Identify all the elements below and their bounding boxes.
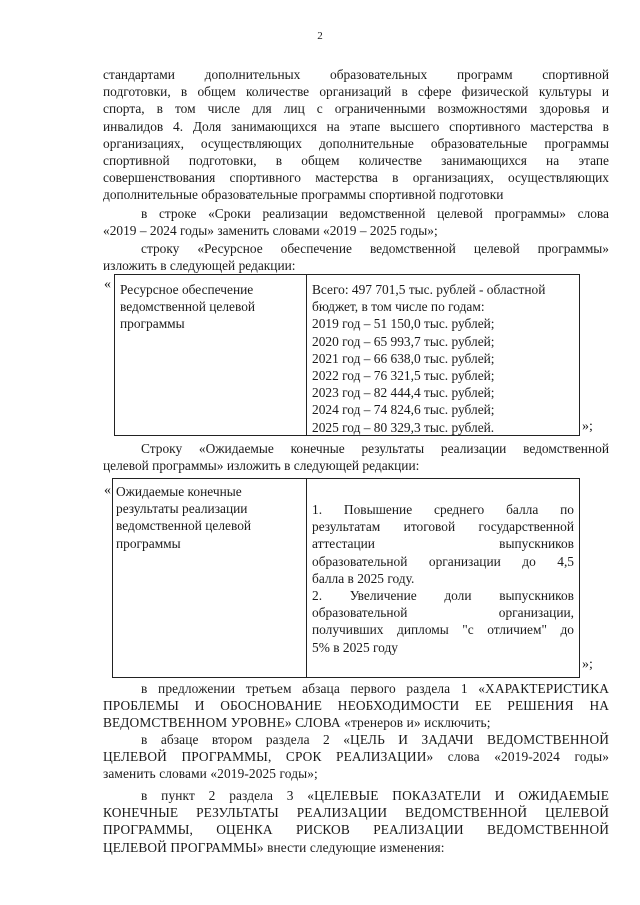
table2-close-quote: »;: [582, 657, 593, 672]
table-label-line: ведомственной целевой: [120, 299, 256, 315]
text-line: целевой программы» изложить в следующей редакции:: [103, 458, 420, 474]
results-table: [112, 478, 580, 678]
table-value-line: 2024 год – 74 824,6 тыс. рублей;: [312, 402, 495, 418]
text-line: КОНЕЧНЫЕ РЕЗУЛЬТАТЫ РЕАЛИЗАЦИИ ВЕДОМСТВЕННОЙ ЦЕЛЕВОЙ: [103, 805, 609, 821]
table2-open-quote: «: [104, 483, 111, 498]
text-line: организациях, осуществляющих дополнительные образовательные программы: [103, 135, 609, 151]
text-line: ПРОГРАММЫ, ОЦЕНКА РИСКОВ РЕАЛИЗАЦИИ ВЕДОМСТВЕННОЙ: [103, 822, 609, 838]
text-line: строку «Ресурсное обеспечение ведомственной целевой программы»: [141, 241, 609, 256]
table-value-line: 1. Повышение среднего балла по: [312, 502, 574, 517]
resource-table-value-cell: [312, 281, 574, 436]
paragraph-section1-amendment: [103, 680, 609, 732]
resource-table: [114, 274, 580, 436]
text-line: дополнительные образовательные программы спортивной подготовки: [103, 187, 504, 203]
text-line: заменить словами «2019-2025 годы»;: [103, 766, 318, 782]
text-line: ЦЕЛЕВОЙ ПРОГРАММЫ, СРОК РЕАЛИЗАЦИИ» слова «2019-2024 годы»: [103, 749, 609, 765]
table-value-line: 2020 год – 65 993,7 тыс. рублей;: [312, 333, 495, 349]
table-value-line: балла в 2025 году.: [312, 570, 415, 586]
results-table-value-cell: [312, 501, 574, 656]
page-number: 2: [317, 30, 323, 42]
text-line: подготовки, в общем количестве организаций в сфере физической культуры и: [103, 84, 609, 100]
table-value-line: 2023 год – 82 444,4 тыс. рублей;: [312, 385, 495, 401]
table-label-line: программы: [120, 316, 185, 332]
table-value-line: 2. Увеличение доли выпускников: [312, 588, 574, 604]
table-value-line: 2019 год – 51 150,0 тыс. рублей;: [312, 316, 495, 332]
table-value-line: получивших дипломы "с отличием" до: [312, 622, 574, 638]
resource-table-label-cell: [120, 281, 300, 333]
table-label-line: Ресурсное обеспечение: [120, 282, 254, 297]
table-value-line: аттестации выпускников: [312, 536, 574, 552]
table-label-line: Ожидаемые конечные: [116, 484, 242, 499]
paragraph-results-intro: [103, 440, 609, 474]
paragraph-terms-amendment: [103, 205, 609, 239]
text-line: изложить в следующей редакции:: [103, 258, 296, 274]
text-line: Строку «Ожидаемые конечные результаты реализации ведомственной: [141, 441, 609, 456]
text-line: в предложении третьем абзаца первого раздела 1 «ХАРАКТЕРИСТИКА: [141, 681, 609, 696]
text-line: инвалидов 4. Доля занимающихся на этапе высшего спортивного мастерства в: [103, 118, 609, 134]
table-value-line: 2022 год – 76 321,5 тыс. рублей;: [312, 368, 495, 384]
paragraph-section3-amendment: [103, 787, 609, 856]
text-line: ЦЕЛЕВОЙ ПРОГРАММЫ» внести следующие изменения:: [103, 839, 445, 855]
text-line: «2019 – 2024 годы» заменить словами «2019 – 2025 годы»;: [103, 223, 438, 239]
paragraph-section2-amendment: [103, 731, 609, 783]
table-label-line: ведомственной целевой: [116, 518, 252, 534]
table-value-line: Всего: 497 701,5 тыс. рублей - областной: [312, 282, 546, 297]
table-value-line: 2021 год – 66 638,0 тыс. рублей;: [312, 350, 495, 366]
table-value-line: образовательной организации,: [312, 605, 574, 621]
text-line: в абзаце втором раздела 2 «ЦЕЛЬ И ЗАДАЧИ ВЕДОМСТВЕННОЙ: [141, 732, 609, 747]
table-value-line: бюджет, в том числе по годам:: [312, 299, 485, 315]
text-line: в пункт 2 раздела 3 «ЦЕЛЕВЫЕ ПОКАЗАТЕЛИ И ОЖИДАЕМЫЕ: [141, 788, 609, 803]
table1-close-quote: »;: [582, 419, 593, 434]
text-line: ВЕДОМСТВЕННОМ УРОВНЕ» СЛОВА «тренеров и» исключить;: [103, 715, 491, 731]
paragraph-continuation: [103, 66, 609, 204]
text-line: спорта, в том числе для лиц с ограниченными возможностями здоровья и: [103, 101, 609, 117]
text-line: спортивной подготовки, в общем количестве занимающихся на этапе: [103, 153, 609, 169]
text-line: стандартами дополнительных образовательных программ спортивной: [103, 67, 609, 82]
table-value-line: образовательной организации до 4,5: [312, 553, 574, 569]
table1-open-quote: «: [104, 277, 111, 292]
text-line: в строке «Сроки реализации ведомственной целевой программы» слова: [141, 206, 609, 221]
table-label-line: программы: [116, 535, 181, 551]
table-value-line: 2025 год – 80 329,3 тыс. рублей.: [312, 419, 495, 435]
table-divider: [306, 275, 307, 435]
results-table-label-cell: [116, 483, 302, 552]
paragraph-resource-intro: [103, 240, 609, 274]
text-line: совершенствования спортивного мастерства в организациях, осуществляющих: [103, 170, 609, 186]
text-line: ПРОБЛЕМЫ И ОБОСНОВАНИЕ НЕОБХОДИМОСТИ ЕЕ РЕШЕНИЯ НА: [103, 698, 609, 714]
table-divider: [306, 479, 307, 677]
table-label-line: результаты реализации: [116, 501, 248, 517]
table-value-line: результатам итоговой государственной: [312, 519, 574, 535]
table-value-line: 5% в 2025 году: [312, 639, 398, 655]
